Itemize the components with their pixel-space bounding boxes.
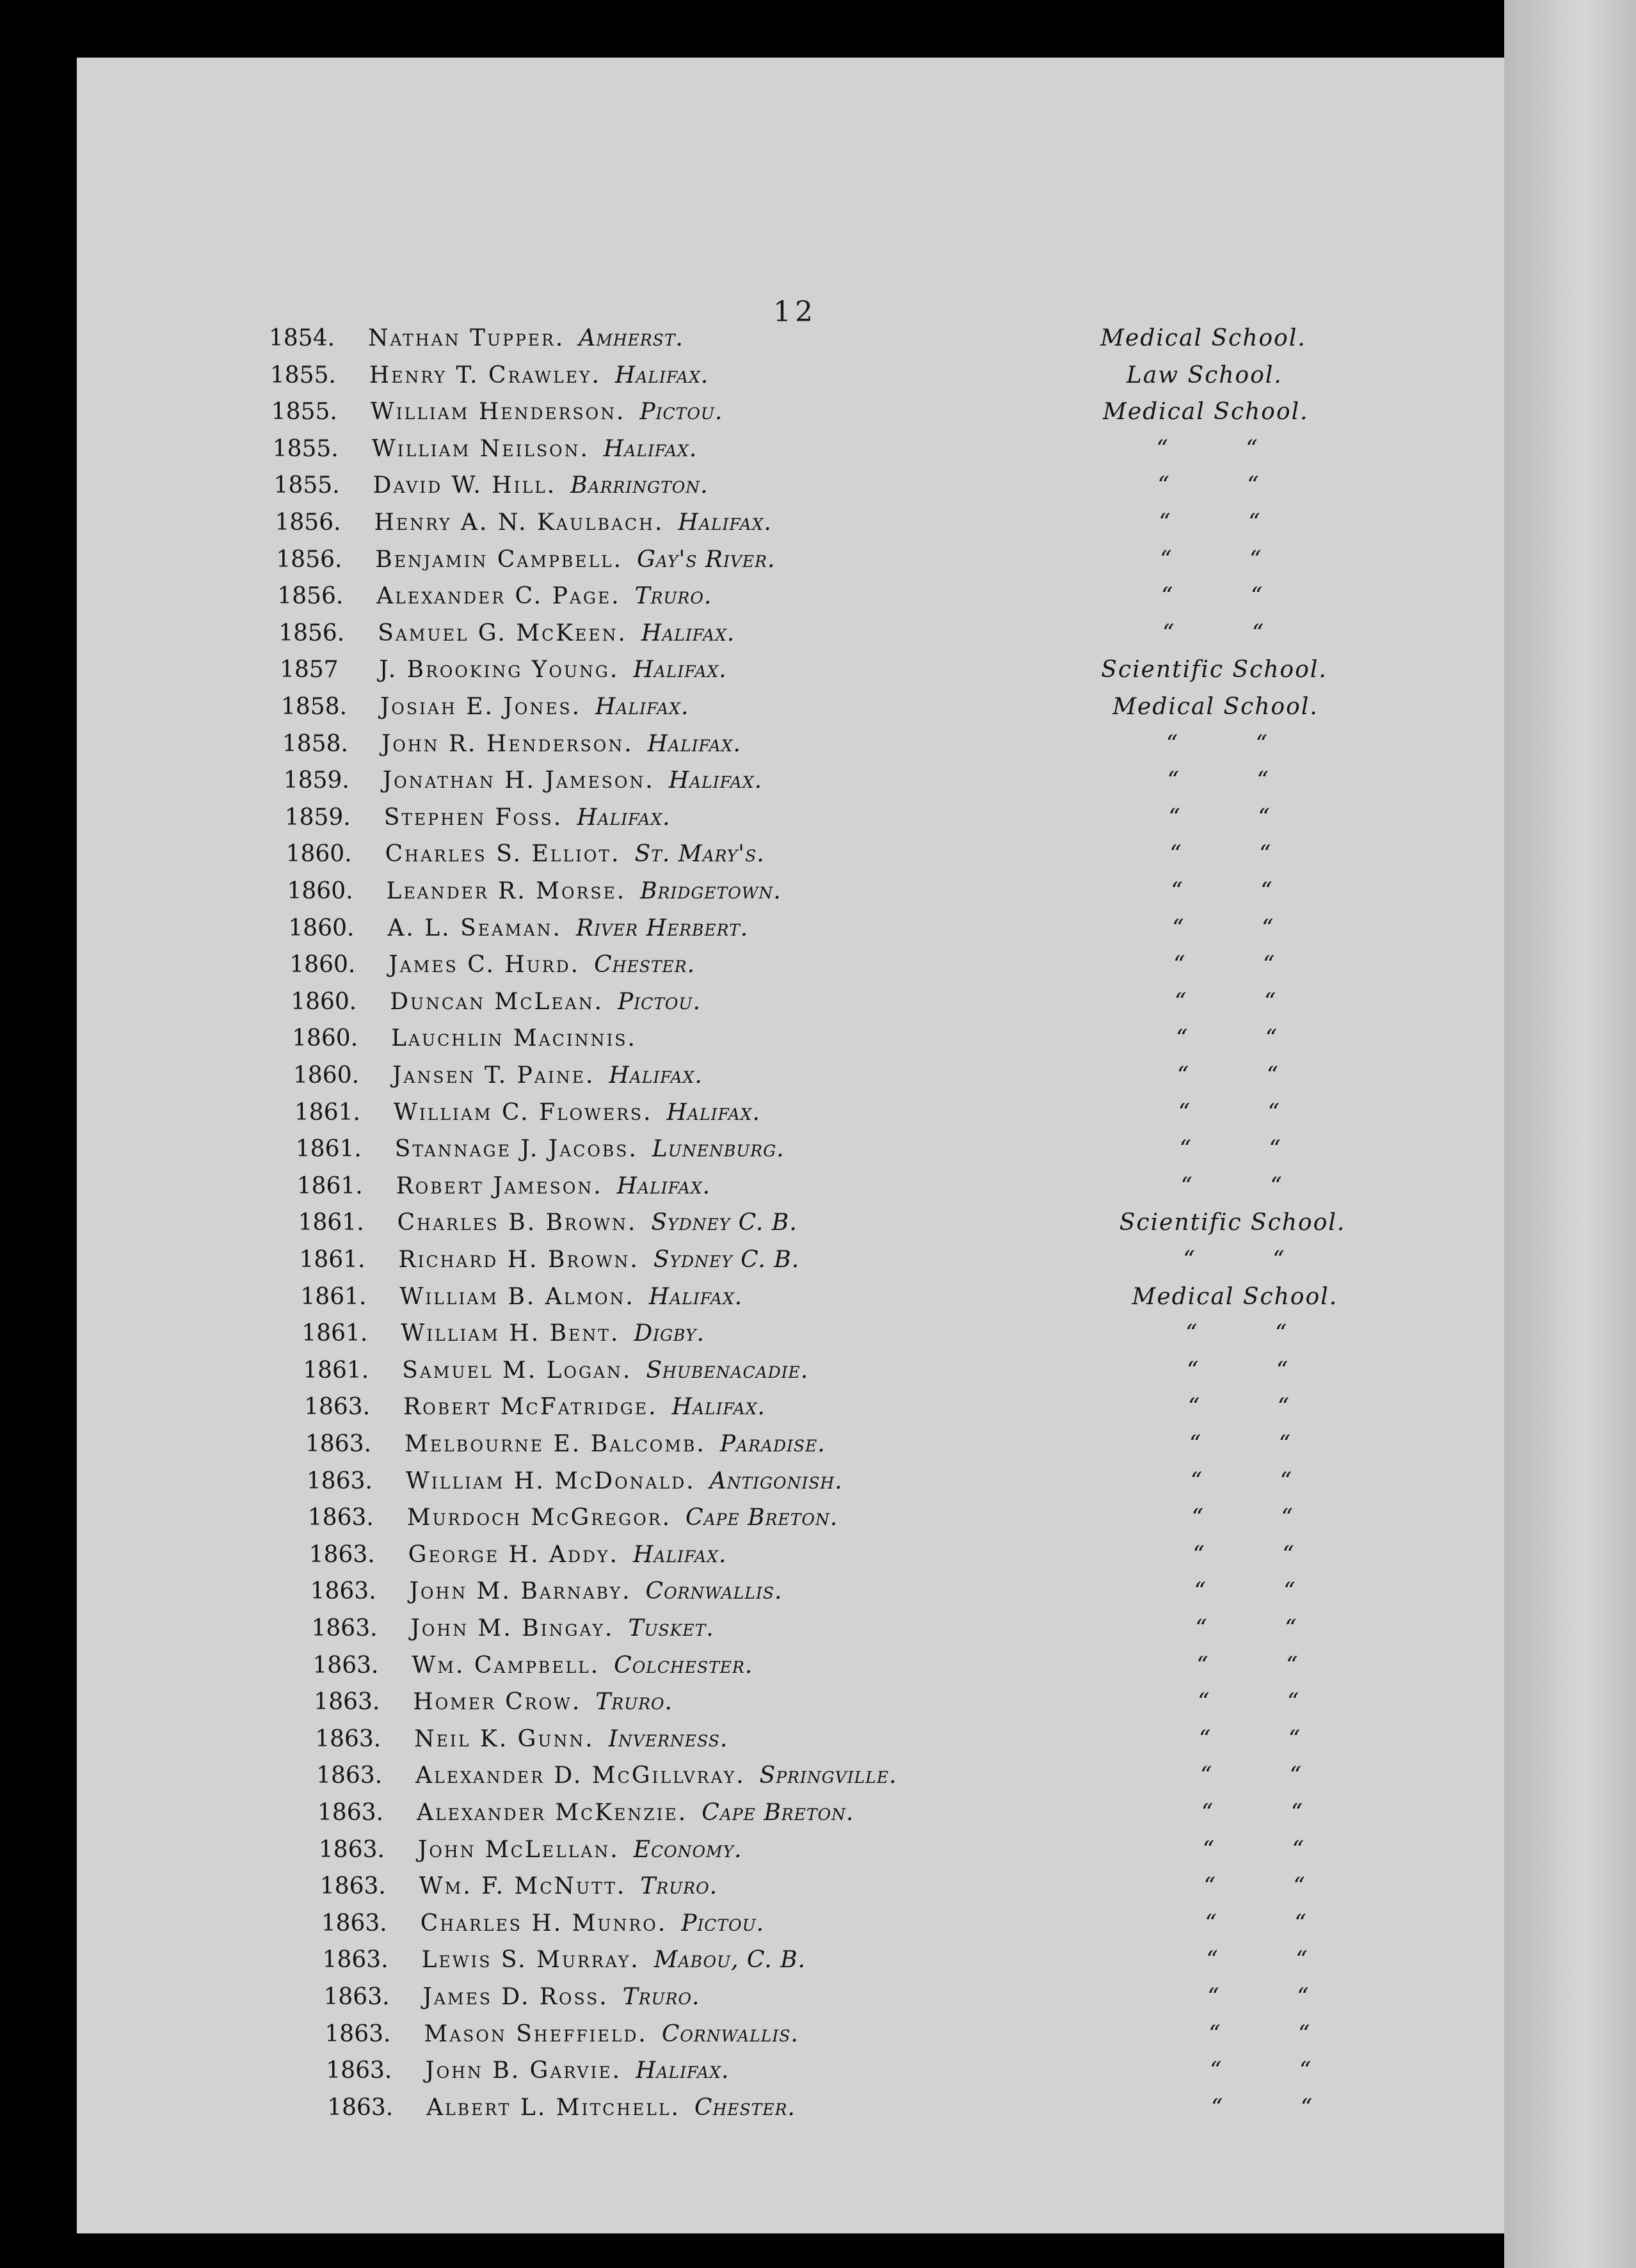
- entry-place: Gay's River.: [637, 546, 776, 573]
- entry-name-line: [371, 399, 723, 425]
- entry-year: 1860.: [289, 952, 356, 978]
- entry-year: 1861.: [301, 1320, 368, 1347]
- entry-year: 1863.: [309, 1541, 375, 1568]
- entry-school: “ “: [1156, 435, 1258, 462]
- entry-place: Truro.: [622, 1984, 700, 2010]
- entry-name-line: [412, 1652, 753, 1679]
- entry-name-line: [403, 1394, 766, 1420]
- entry-school: Medical School.: [1112, 694, 1319, 720]
- entry-name: Charles S. Elliot.: [385, 841, 621, 868]
- entry-name-line: [396, 1173, 710, 1199]
- entry-name-line: [417, 1800, 854, 1826]
- entry-name: Lewis S. Murray.: [421, 1947, 640, 1974]
- graduate-entry: [274, 472, 1362, 509]
- entry-name: John McLellan.: [417, 1836, 620, 1863]
- graduate-entry: [294, 1099, 1383, 1137]
- entry-name: George H. Addy.: [408, 1541, 619, 1568]
- entry-school: Medical School.: [1102, 399, 1309, 426]
- entry-name: William C. Flowers.: [393, 1099, 653, 1126]
- entry-name-line: [424, 2021, 798, 2047]
- entry-name: Leander R. Morse.: [386, 878, 627, 904]
- entry-year: 1856.: [275, 509, 341, 536]
- entry-name-line: [413, 1689, 673, 1715]
- entry-school: Law School.: [1126, 362, 1283, 388]
- entry-year: 1863.: [323, 1984, 390, 2010]
- entry-year: 1863.: [312, 1652, 379, 1679]
- entry-year: 1863.: [317, 1800, 384, 1826]
- entry-name-line: [394, 1099, 760, 1126]
- entry-name-line: [406, 1468, 843, 1494]
- entry-year: 1858.: [281, 694, 348, 720]
- entry-place: Barrington.: [570, 472, 709, 499]
- graduate-entry: [314, 1689, 1402, 1726]
- entry-name: William H. McDonald.: [405, 1467, 696, 1494]
- entry-school: “ “: [1169, 841, 1271, 868]
- graduate-list: [77, 58, 1504, 2233]
- entry-place: Halifax.: [647, 730, 741, 757]
- entry-name-line: [411, 1615, 714, 1641]
- graduate-entry: [305, 1431, 1393, 1468]
- graduate-entry: [269, 325, 1357, 362]
- graduate-entry: [325, 2021, 1413, 2058]
- entry-name-line: [410, 1578, 783, 1604]
- entry-place: Sydney C. B.: [653, 1247, 800, 1273]
- entry-name: Neil K. Gunn.: [414, 1725, 595, 1752]
- graduate-entry: [309, 1542, 1397, 1579]
- entry-name-line: [422, 1947, 806, 1973]
- entry-year: 1854.: [269, 325, 335, 351]
- entry-place: Digby.: [634, 1320, 705, 1347]
- entry-school: “ “: [1198, 1689, 1299, 1716]
- entry-place: Halifax.: [641, 619, 735, 646]
- entry-place: Halifax.: [668, 767, 763, 794]
- graduate-entry: [326, 2057, 1414, 2095]
- graduate-entry: [327, 2095, 1415, 2132]
- entry-name: Stannage J. Jacobs.: [394, 1136, 638, 1163]
- entry-year: 1856.: [276, 546, 342, 573]
- entry-school: “ “: [1168, 804, 1270, 831]
- graduate-entry: [307, 1468, 1395, 1505]
- entry-school: “ “: [1180, 1172, 1282, 1199]
- entry-name: John M. Bingay.: [410, 1615, 614, 1641]
- entry-school: “ “: [1171, 878, 1272, 904]
- entry-name: John B. Garvie.: [425, 2057, 622, 2084]
- entry-place: Halifax.: [603, 435, 698, 462]
- graduate-entry: [297, 1173, 1385, 1210]
- entry-school: “ “: [1196, 1652, 1298, 1679]
- entry-name: Wm. F. McNutt.: [419, 1873, 627, 1900]
- entry-name: Jonathan H. Jameson.: [382, 767, 655, 794]
- entry-name-line: [374, 509, 772, 536]
- graduate-entry: [301, 1320, 1390, 1357]
- graduate-entry: [291, 989, 1379, 1026]
- entry-name-line: [419, 1873, 718, 1899]
- entry-school: “ “: [1211, 2094, 1313, 2121]
- entry-place: Cape Breton.: [686, 1505, 838, 1531]
- entry-year: 1863.: [327, 2094, 394, 2121]
- entry-name: William Neilson.: [371, 435, 589, 462]
- entry-name: Henry A. N. Kaulbach.: [374, 509, 664, 536]
- entry-name: Samuel G. McKeen.: [378, 619, 627, 646]
- entry-year: 1863.: [321, 1910, 387, 1937]
- entry-year: 1863.: [316, 1762, 383, 1789]
- entry-school: “ “: [1202, 1836, 1304, 1863]
- graduate-entry: [275, 509, 1363, 547]
- entry-name: Charles B. Brown.: [397, 1210, 638, 1236]
- entry-school: “ “: [1161, 583, 1263, 610]
- entry-name-line: [376, 583, 712, 609]
- entry-year: 1859.: [284, 804, 351, 831]
- entry-school: Scientific School.: [1101, 657, 1327, 683]
- entry-year: 1856.: [278, 619, 345, 646]
- graduate-entry: [281, 694, 1369, 731]
- entry-school: “ “: [1187, 1357, 1288, 1384]
- entry-school: “ “: [1176, 1062, 1279, 1089]
- entry-place: Economy.: [633, 1836, 742, 1863]
- graduate-entry: [303, 1357, 1391, 1394]
- entry-name: Murdoch McGregor.: [406, 1505, 672, 1531]
- graduate-entry: [288, 915, 1376, 952]
- entry-year: 1861.: [303, 1357, 369, 1384]
- entry-year: 1863.: [322, 1947, 389, 1974]
- entry-name: Henry T. Crawley.: [369, 362, 601, 388]
- entry-name: Lauchlin Macinnis.: [391, 1025, 637, 1052]
- entry-name: Albert L. Mitchell.: [426, 2094, 680, 2121]
- entry-school: “ “: [1201, 1800, 1303, 1826]
- entry-name-line: [415, 1762, 897, 1789]
- entry-name-line: [414, 1726, 728, 1752]
- graduate-entry: [315, 1726, 1403, 1763]
- entry-school: Medical School.: [1100, 325, 1306, 351]
- entry-name: Charles H. Munro.: [420, 1910, 668, 1937]
- entry-place: Shubenacadie.: [646, 1357, 809, 1384]
- graduate-entry: [276, 547, 1364, 584]
- entry-school: “ “: [1189, 1431, 1291, 1457]
- graduate-entry: [324, 1984, 1412, 2021]
- entry-name: Alexander D. McGillvray.: [415, 1762, 746, 1789]
- graduate-entry: [317, 1800, 1406, 1837]
- entry-school: “ “: [1203, 1873, 1305, 1900]
- graduate-entry: [282, 731, 1370, 768]
- entry-name-line: [375, 547, 775, 573]
- entry-name-line: [392, 1062, 703, 1089]
- entry-name-line: [372, 436, 698, 462]
- entry-name: Richard H. Brown.: [398, 1247, 639, 1273]
- entry-school: “ “: [1160, 546, 1262, 573]
- entry-place: Truro.: [634, 583, 712, 610]
- entry-place: Cape Breton.: [702, 1800, 854, 1826]
- entry-school: “ “: [1190, 1467, 1292, 1494]
- entry-name-line: [421, 1910, 764, 1937]
- entry-name: Wm. Campbell.: [412, 1652, 600, 1679]
- entry-name-line: [408, 1542, 727, 1568]
- entry-year: 1861.: [300, 1283, 367, 1310]
- entry-year: 1861.: [299, 1247, 365, 1273]
- entry-year: 1863.: [326, 2057, 392, 2084]
- graduate-entry: [319, 1837, 1407, 1874]
- entry-name: Jansen T. Paine.: [392, 1062, 595, 1089]
- graduate-entry: [310, 1578, 1399, 1615]
- entry-name: Mason Sheffield.: [424, 2020, 648, 2047]
- entry-school: “ “: [1179, 1136, 1281, 1163]
- entry-name-line: [401, 1320, 705, 1346]
- entry-name: Josiah E. Jones.: [380, 694, 582, 720]
- entry-year: 1856.: [277, 583, 344, 610]
- entry-name: Benjamin Campbell.: [375, 546, 623, 573]
- entry-name: William Henderson.: [370, 399, 626, 426]
- page-number: 12: [773, 296, 817, 328]
- entry-name-line: [384, 804, 671, 831]
- entry-year: 1861.: [298, 1210, 364, 1236]
- entry-name-line: [369, 362, 709, 388]
- entry-school: “ “: [1162, 619, 1264, 646]
- entry-year: 1863.: [307, 1505, 374, 1531]
- graduate-entry: [316, 1762, 1404, 1800]
- entry-place: Inverness.: [608, 1725, 728, 1752]
- entry-year: 1863.: [315, 1725, 381, 1752]
- entry-place: Lunenburg.: [652, 1136, 785, 1163]
- entry-name-line: [426, 2095, 796, 2121]
- entry-place: Pictou.: [639, 399, 723, 426]
- entry-school: “ “: [1199, 1725, 1301, 1752]
- entry-place: Bridgetown.: [640, 878, 782, 904]
- graduate-entry: [296, 1136, 1384, 1173]
- entry-place: Halifax.: [633, 1541, 727, 1568]
- entry-name-line: [407, 1505, 838, 1531]
- entry-place: Antigonish.: [709, 1467, 843, 1494]
- entry-year: 1857: [280, 657, 339, 683]
- entry-place: Tusket.: [628, 1615, 714, 1641]
- graduate-entry: [271, 399, 1359, 436]
- graduate-entry: [287, 878, 1375, 915]
- entry-name-line: [379, 657, 727, 683]
- entry-year: 1859.: [283, 767, 349, 794]
- entry-place: Truro.: [640, 1873, 718, 1900]
- entry-school: “ “: [1206, 1947, 1308, 1974]
- entry-year: 1855.: [269, 362, 336, 388]
- graduate-entry: [300, 1284, 1388, 1321]
- entry-name-line: [425, 2057, 729, 2084]
- graduate-entry: [292, 1025, 1380, 1062]
- entry-name: Samuel M. Logan.: [402, 1357, 632, 1384]
- entry-name: Duncan McLean.: [390, 988, 604, 1015]
- entry-school: “ “: [1173, 952, 1275, 978]
- entry-name: William H. Bent.: [401, 1320, 620, 1347]
- entry-name-line: [405, 1431, 826, 1457]
- graduate-entry: [284, 767, 1372, 804]
- entry-place: Chester.: [694, 2094, 796, 2121]
- entry-school: “ “: [1157, 472, 1259, 499]
- entry-school: “ “: [1187, 1394, 1290, 1421]
- entry-name: Melbourne E. Balcomb.: [405, 1431, 706, 1457]
- graduate-entry: [278, 620, 1367, 657]
- entry-school: “ “: [1175, 988, 1276, 1015]
- entry-place: Halifax.: [648, 1283, 743, 1310]
- entry-place: Halifax.: [577, 804, 671, 831]
- entry-school: “ “: [1178, 1099, 1280, 1126]
- entry-name-line: [390, 989, 701, 1015]
- entry-place: Truro.: [595, 1689, 673, 1716]
- entry-name-line: [373, 472, 709, 499]
- entry-name: Homer Crow.: [413, 1689, 582, 1716]
- entry-school: “ “: [1208, 2020, 1310, 2047]
- entry-name: James D. Ross.: [422, 1984, 609, 2010]
- entry-name-line: [423, 1984, 700, 2010]
- entry-place: Cornwallis.: [645, 1578, 783, 1605]
- entry-school: “ “: [1199, 1762, 1302, 1789]
- entry-year: 1863.: [314, 1689, 380, 1716]
- entry-year: 1861.: [294, 1099, 360, 1126]
- entry-name: John M. Barnaby.: [409, 1578, 632, 1605]
- entry-place: Chester.: [594, 952, 696, 978]
- entry-year: 1860.: [287, 878, 353, 904]
- entry-school: Scientific School.: [1119, 1210, 1346, 1236]
- adjacent-page-edge: [1504, 0, 1636, 2268]
- entry-name-line: [389, 952, 695, 978]
- entry-place: Amherst.: [579, 325, 684, 351]
- entry-name: J. Brooking Young.: [379, 657, 620, 683]
- entry-year: 1860.: [293, 1062, 360, 1089]
- entry-school: “ “: [1210, 2057, 1311, 2084]
- entry-name: Stephen Foss.: [383, 804, 563, 831]
- entry-place: Springville.: [759, 1762, 897, 1789]
- entry-year: 1858.: [282, 730, 348, 757]
- entry-year: 1863.: [306, 1467, 373, 1494]
- graduate-entry: [321, 1910, 1409, 1947]
- entry-name-line: [395, 1136, 785, 1162]
- entry-name-line: [399, 1247, 800, 1273]
- entry-year: 1863.: [325, 2020, 391, 2047]
- entry-name-line: [418, 1837, 742, 1863]
- entry-place: Halifax.: [678, 509, 772, 536]
- entry-name: Alexander McKenzie.: [417, 1800, 688, 1826]
- entry-place: Halifax.: [595, 694, 689, 720]
- entry-place: Halifax.: [633, 657, 727, 683]
- entry-place: Halifax.: [666, 1099, 760, 1126]
- entry-school: “ “: [1185, 1320, 1287, 1347]
- entry-school: “ “: [1205, 1910, 1306, 1937]
- entry-school: “ “: [1194, 1578, 1295, 1605]
- entry-place: Halifax.: [609, 1062, 703, 1089]
- graduate-entry: [298, 1210, 1386, 1247]
- entry-name: David W. Hill.: [373, 472, 557, 499]
- graduate-entry: [285, 804, 1373, 842]
- entry-place: Colchester.: [614, 1652, 753, 1679]
- entry-year: 1863.: [311, 1615, 378, 1641]
- entry-year: 1863.: [304, 1394, 371, 1421]
- entry-year: 1855.: [273, 472, 340, 499]
- graduate-entry: [270, 362, 1358, 399]
- entry-year: 1863.: [319, 1873, 386, 1900]
- graduate-entry: [308, 1505, 1396, 1542]
- entry-name: James C. Hurd.: [389, 952, 581, 978]
- entry-place: Cornwallis.: [661, 2020, 799, 2047]
- entry-place: Halifax.: [614, 362, 709, 388]
- entry-name: William B. Almon.: [399, 1283, 635, 1310]
- entry-name-line: [397, 1210, 798, 1236]
- entry-school: “ “: [1166, 730, 1268, 757]
- entry-year: 1855.: [272, 435, 339, 462]
- entry-school: Medical School.: [1132, 1283, 1338, 1310]
- entry-name: Nathan Tupper.: [368, 325, 565, 351]
- entry-place: Halifax.: [671, 1394, 766, 1421]
- entry-name-line: [381, 731, 741, 757]
- entry-year: 1860.: [291, 988, 357, 1015]
- entry-name: Robert McFatridge.: [403, 1394, 658, 1421]
- entry-school: “ “: [1172, 914, 1274, 941]
- entry-place: River Herbert.: [576, 914, 749, 941]
- entry-school: “ “: [1159, 509, 1260, 536]
- graduate-entry: [300, 1247, 1388, 1284]
- book-page: [77, 58, 1504, 2233]
- entry-place: Sydney C. B.: [651, 1210, 798, 1236]
- entry-name-line: [383, 767, 762, 794]
- entry-name-line: [380, 694, 689, 720]
- entry-place: Halifax.: [636, 2057, 730, 2084]
- entry-name-line: [387, 878, 782, 904]
- graduate-entry: [323, 1947, 1411, 1984]
- entry-school: “ “: [1192, 1541, 1294, 1568]
- entry-place: Pictou.: [618, 988, 701, 1015]
- entry-name: A. L. Seaman.: [387, 914, 563, 941]
- graduate-entry: [286, 841, 1374, 878]
- entry-place: St. Mary's.: [634, 841, 765, 868]
- entry-year: 1860.: [292, 1025, 358, 1052]
- entry-year: 1863.: [305, 1431, 372, 1457]
- entry-name-line: [385, 841, 765, 867]
- entry-name-line: [402, 1357, 808, 1384]
- entry-year: 1855.: [271, 399, 337, 426]
- graduate-entry: [289, 952, 1377, 989]
- graduate-entry: [273, 436, 1361, 473]
- entry-school: “ “: [1167, 767, 1269, 794]
- entry-name: Alexander C. Page.: [376, 583, 621, 610]
- entry-place: Paradise.: [719, 1431, 826, 1457]
- entry-name-line: [378, 620, 735, 646]
- entry-name: Robert Jameson.: [396, 1172, 603, 1199]
- graduate-entry: [280, 657, 1368, 694]
- graduate-entry: [312, 1615, 1400, 1652]
- graduate-entry: [304, 1394, 1392, 1431]
- graduate-entry: [293, 1062, 1381, 1099]
- entry-place: Halifax.: [616, 1172, 711, 1199]
- entry-place: Pictou.: [681, 1910, 765, 1937]
- entry-year: 1863.: [318, 1836, 385, 1863]
- entry-place: Mabou, C. B.: [654, 1947, 806, 1974]
- entry-name-line: [399, 1284, 742, 1310]
- graduate-entry: [312, 1652, 1400, 1689]
- entry-year: 1863.: [310, 1578, 376, 1605]
- entry-school: “ “: [1207, 1984, 1309, 2010]
- entry-school: “ “: [1175, 1025, 1278, 1052]
- entry-school: “ “: [1183, 1247, 1285, 1273]
- entry-name-line: [391, 1025, 651, 1051]
- entry-year: 1860.: [285, 841, 352, 868]
- entry-year: 1861.: [295, 1136, 362, 1163]
- entry-year: 1861.: [296, 1172, 363, 1199]
- graduate-entry: [320, 1873, 1408, 1910]
- entry-name-line: [368, 325, 684, 351]
- entry-year: 1860.: [288, 914, 355, 941]
- entry-school: “ “: [1191, 1505, 1293, 1531]
- entry-school: “ “: [1195, 1615, 1297, 1641]
- entry-name: John R. Henderson.: [381, 730, 634, 757]
- graduate-entry: [277, 583, 1365, 620]
- entry-name-line: [387, 915, 748, 941]
